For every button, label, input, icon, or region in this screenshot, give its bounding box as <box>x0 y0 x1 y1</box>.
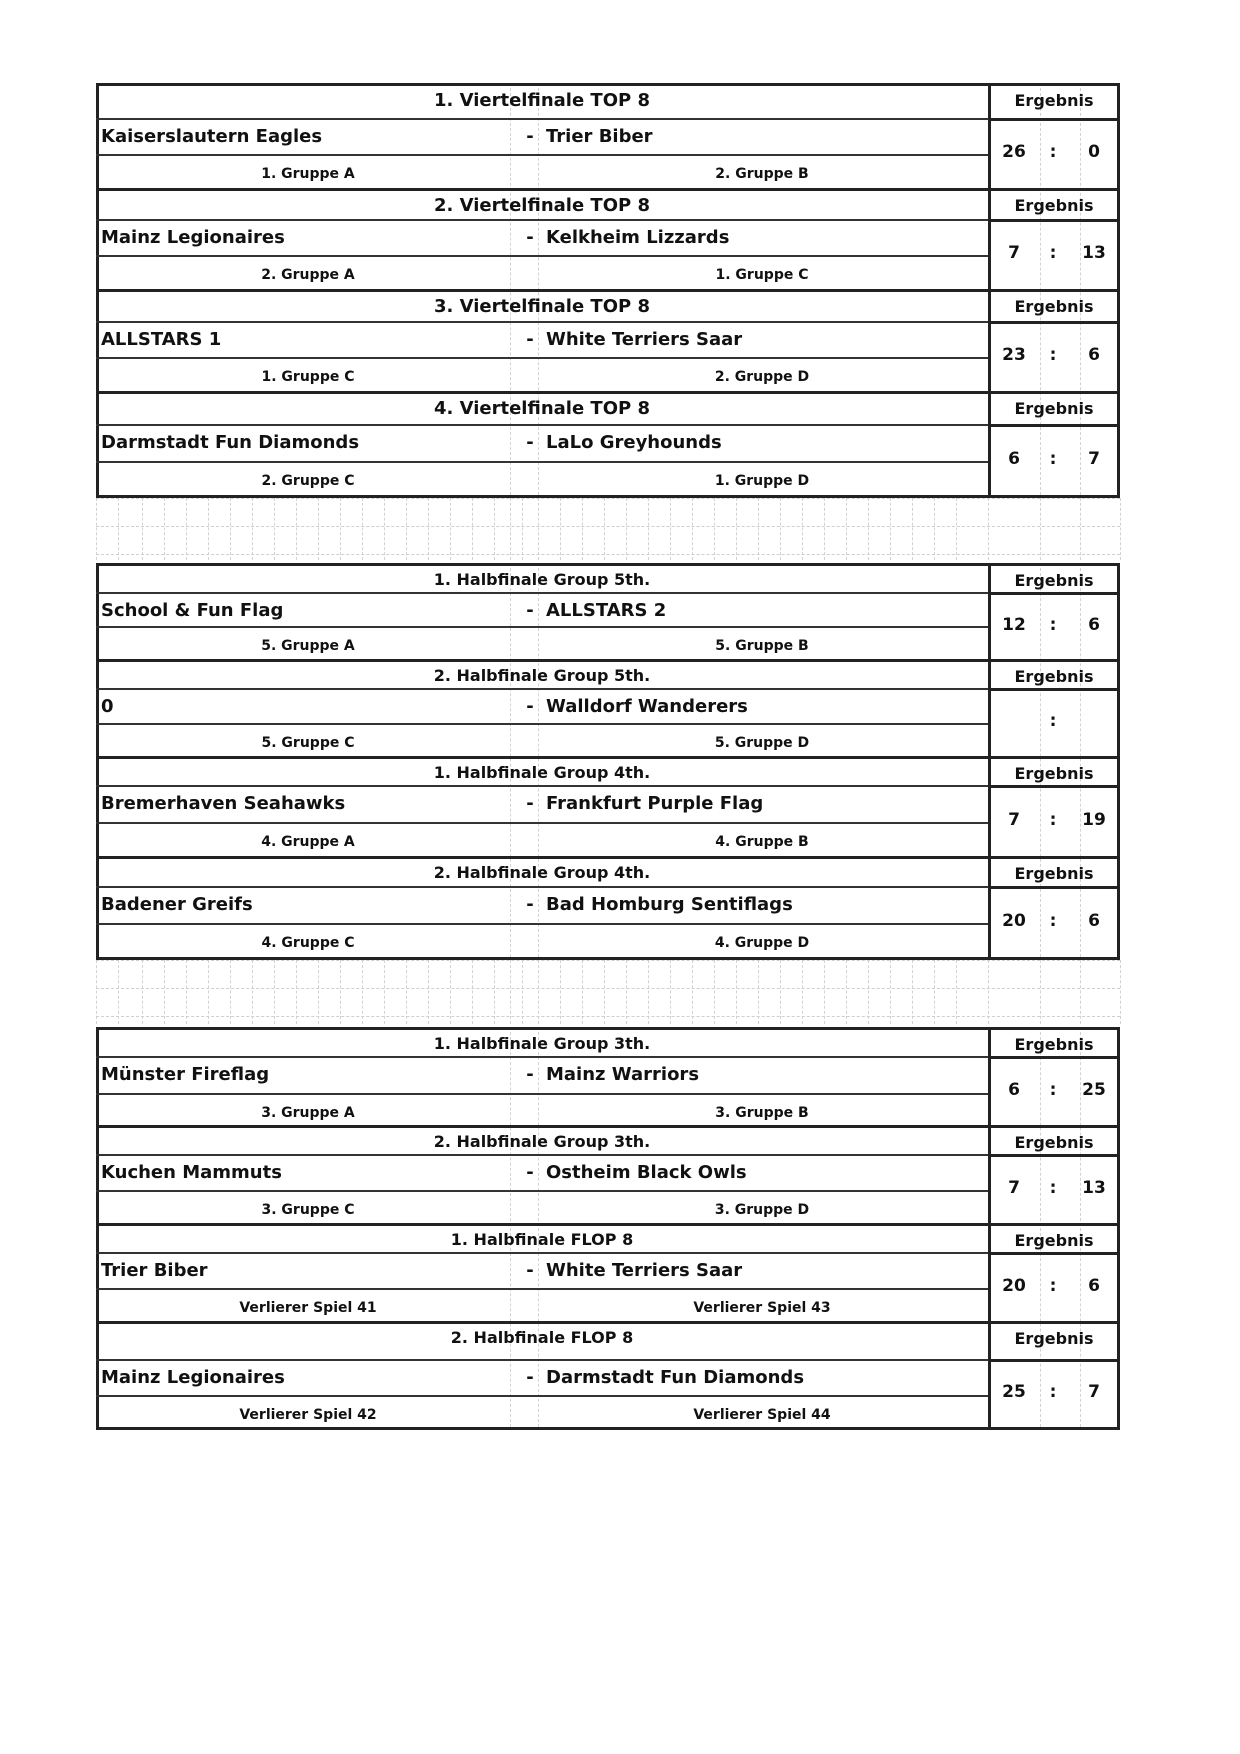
table-border <box>988 785 1120 788</box>
score-home: 20 <box>1002 911 1026 931</box>
score-separator: : <box>1049 615 1057 635</box>
score-away: 25 <box>1082 1080 1106 1100</box>
away-team: LaLo Greyhounds <box>546 432 722 453</box>
team-separator: - <box>526 1162 534 1183</box>
home-source: 4. Gruppe A <box>261 834 355 850</box>
home-source: 2. Gruppe A <box>261 267 355 283</box>
grid-line <box>1080 960 1081 1024</box>
table-border <box>96 1427 1120 1430</box>
grid-line <box>626 960 627 1024</box>
result-label: Ergebnis <box>1014 399 1094 418</box>
home-source: 1. Gruppe C <box>261 369 355 385</box>
team-separator: - <box>526 329 534 350</box>
grid-line <box>274 960 275 1024</box>
grid-line <box>522 498 523 560</box>
team-underline <box>96 1288 988 1290</box>
score-away: 6 <box>1088 911 1100 931</box>
grid-line <box>988 498 989 560</box>
score-separator: : <box>1049 810 1057 830</box>
grid-line <box>1040 498 1041 560</box>
score-separator: : <box>1049 142 1057 162</box>
home-team: ALLSTARS 1 <box>101 329 222 350</box>
away-team: Darmstadt Fun Diamonds <box>546 1367 805 1388</box>
table-border <box>96 1027 99 1427</box>
grid-line <box>296 960 297 1024</box>
grid-line <box>96 960 97 1024</box>
table-border <box>96 957 1120 960</box>
table-border <box>988 1252 1120 1255</box>
grid-line <box>340 498 341 560</box>
away-source: 5. Gruppe D <box>714 735 810 751</box>
table-border <box>988 1154 1120 1157</box>
grid-line <box>912 960 913 1024</box>
away-team: ALLSTARS 2 <box>546 600 667 621</box>
table-border <box>96 83 1120 86</box>
team-separator: - <box>526 227 534 248</box>
grid-line <box>118 960 119 1024</box>
score-home: 6 <box>1008 1080 1020 1100</box>
grid-line <box>692 960 693 1024</box>
home-team: Kaiserslautern Eagles <box>101 126 323 147</box>
team-underline <box>96 357 988 359</box>
score-separator: : <box>1049 1382 1057 1402</box>
home-team: 0 <box>101 696 114 717</box>
grid-line <box>714 498 715 560</box>
away-source: 5. Gruppe B <box>715 638 809 654</box>
away-source: 3. Gruppe D <box>714 1202 810 1218</box>
team-underline <box>96 923 988 925</box>
grid-line <box>142 498 143 560</box>
table-border <box>96 495 1120 498</box>
match-title: 4. Viertelfinale TOP 8 <box>434 398 650 419</box>
score-home: 25 <box>1002 1382 1026 1402</box>
grid-line <box>988 960 989 1024</box>
match-title: 2. Viertelfinale TOP 8 <box>434 195 650 216</box>
result-label: Ergebnis <box>1014 1231 1094 1250</box>
score-away: 6 <box>1088 1276 1100 1296</box>
grid-line <box>384 960 385 1024</box>
table-border <box>96 1056 988 1058</box>
grid-line <box>186 960 187 1024</box>
home-source: 2. Gruppe C <box>261 473 355 489</box>
result-label: Ergebnis <box>1014 91 1094 110</box>
grid-line <box>780 498 781 560</box>
grid-line <box>758 498 759 560</box>
score-home: 7 <box>1008 243 1020 263</box>
grid-line <box>510 960 511 1024</box>
team-separator: - <box>526 1260 534 1281</box>
score-away: 7 <box>1088 449 1100 469</box>
team-separator: - <box>526 126 534 147</box>
grid-line <box>230 498 231 560</box>
score-away: 19 <box>1082 810 1106 830</box>
result-label: Ergebnis <box>1014 196 1094 215</box>
grid-line <box>142 960 143 1024</box>
match-title: 2. Halbfinale FLOP 8 <box>450 1328 634 1347</box>
score-separator: : <box>1049 1276 1057 1296</box>
away-source: 3. Gruppe B <box>715 1105 809 1121</box>
team-underline <box>96 461 988 463</box>
grid-line <box>96 1016 1120 1017</box>
team-underline <box>96 1190 988 1192</box>
away-team: White Terriers Saar <box>546 329 743 350</box>
away-source: 4. Gruppe B <box>715 834 809 850</box>
grid-line <box>252 498 253 560</box>
grid-line <box>494 498 495 560</box>
grid-line <box>846 960 847 1024</box>
table-border <box>96 886 988 888</box>
match-title: 1. Halbfinale Group 4th. <box>433 763 651 782</box>
grid-line <box>758 960 759 1024</box>
table-border <box>96 1125 1120 1128</box>
table-border <box>96 856 1120 859</box>
grid-line <box>510 563 511 957</box>
score-separator: : <box>1049 449 1057 469</box>
table-border <box>988 219 1120 222</box>
grid-line <box>538 498 539 560</box>
grid-line <box>846 498 847 560</box>
grid-line <box>626 498 627 560</box>
home-source: 5. Gruppe C <box>261 735 355 751</box>
grid-line <box>96 526 1120 527</box>
home-team: Mainz Legionaires <box>101 227 285 248</box>
result-label: Ergebnis <box>1014 571 1094 590</box>
grid-line <box>934 960 935 1024</box>
table-border <box>1117 563 1120 957</box>
score-separator: : <box>1049 1178 1057 1198</box>
table-border <box>988 688 1120 691</box>
home-team: Trier Biber <box>101 1260 208 1281</box>
grid-line <box>208 498 209 560</box>
away-team: Ostheim Black Owls <box>546 1162 747 1183</box>
table-border <box>96 219 988 221</box>
home-team: Mainz Legionaires <box>101 1367 285 1388</box>
grid-line <box>802 498 803 560</box>
result-label: Ergebnis <box>1014 297 1094 316</box>
match-title: 1. Halbfinale Group 5th. <box>433 570 651 589</box>
home-team: Bremerhaven Seahawks <box>101 793 346 814</box>
grid-line <box>164 498 165 560</box>
score-home: 23 <box>1002 345 1026 365</box>
grid-line <box>118 498 119 560</box>
grid-line <box>538 1027 539 1427</box>
team-separator: - <box>526 432 534 453</box>
grid-line <box>560 498 561 560</box>
away-team: Kelkheim Lizzards <box>546 227 730 248</box>
table-border <box>96 563 1120 566</box>
grid-line <box>538 960 539 1024</box>
score-home: 7 <box>1008 810 1020 830</box>
table-border <box>988 1027 991 1427</box>
team-underline <box>96 255 988 257</box>
grid-line <box>340 960 341 1024</box>
grid-line <box>96 498 1120 499</box>
grid-line <box>384 498 385 560</box>
grid-line <box>318 498 319 560</box>
grid-line <box>428 498 429 560</box>
grid-line <box>472 498 473 560</box>
result-label: Ergebnis <box>1014 1035 1094 1054</box>
table-border <box>988 118 1120 121</box>
team-separator: - <box>526 696 534 717</box>
grid-line <box>868 498 869 560</box>
grid-line <box>780 960 781 1024</box>
score-separator: : <box>1049 1080 1057 1100</box>
home-team: Darmstadt Fun Diamonds <box>101 432 360 453</box>
score-home: 7 <box>1008 1178 1020 1198</box>
table-border <box>1117 1027 1120 1427</box>
away-team: Frankfurt Purple Flag <box>546 793 764 814</box>
grid-line <box>582 498 583 560</box>
home-team: Badener Greifs <box>101 894 253 915</box>
score-separator: : <box>1049 911 1057 931</box>
grid-line <box>450 498 451 560</box>
away-team: Walldorf Wanderers <box>546 696 748 717</box>
home-source: 4. Gruppe C <box>261 935 355 951</box>
away-team: Mainz Warriors <box>546 1064 700 1085</box>
away-source: 2. Gruppe D <box>714 369 810 385</box>
team-underline <box>96 626 988 628</box>
away-team: White Terriers Saar <box>546 1260 743 1281</box>
home-team: School & Fun Flag <box>101 600 284 621</box>
home-source: 3. Gruppe C <box>261 1202 355 1218</box>
table-border <box>988 1056 1120 1059</box>
away-team: Trier Biber <box>546 126 653 147</box>
score-away: 13 <box>1082 1178 1106 1198</box>
grid-line <box>494 960 495 1024</box>
grid-line <box>802 960 803 1024</box>
table-border <box>988 424 1120 427</box>
table-border <box>988 321 1120 324</box>
table-border <box>96 1154 988 1156</box>
grid-line <box>96 498 97 560</box>
away-source: 4. Gruppe D <box>714 935 810 951</box>
table-border <box>96 424 988 426</box>
team-underline <box>96 822 988 824</box>
match-title: 1. Halbfinale Group 3th. <box>433 1034 651 1053</box>
grid-line <box>736 960 737 1024</box>
result-label: Ergebnis <box>1014 864 1094 883</box>
grid-line <box>96 554 1120 555</box>
score-home: 6 <box>1008 449 1020 469</box>
grid-line <box>450 960 451 1024</box>
team-separator: - <box>526 1064 534 1085</box>
home-source: Verlierer Spiel 42 <box>239 1407 377 1423</box>
team-separator: - <box>526 1367 534 1388</box>
team-underline <box>96 1395 988 1397</box>
grid-line <box>582 960 583 1024</box>
grid-line <box>648 498 649 560</box>
score-away: 0 <box>1088 142 1100 162</box>
score-separator: : <box>1049 711 1057 731</box>
table-border <box>96 1252 988 1254</box>
score-home: 20 <box>1002 1276 1026 1296</box>
grid-line <box>648 960 649 1024</box>
match-title: 1. Halbfinale FLOP 8 <box>450 1230 634 1249</box>
home-team: Münster Fireflag <box>101 1064 270 1085</box>
score-away: 6 <box>1088 345 1100 365</box>
team-separator: - <box>526 600 534 621</box>
table-border <box>96 118 988 120</box>
team-underline <box>96 1093 988 1095</box>
table-border <box>96 188 1120 191</box>
grid-line <box>252 960 253 1024</box>
home-source: 5. Gruppe A <box>261 638 355 654</box>
grid-line <box>510 1027 511 1427</box>
grid-line <box>406 498 407 560</box>
table-border <box>96 592 988 594</box>
grid-line <box>510 498 511 560</box>
away-source: 1. Gruppe C <box>715 267 809 283</box>
grid-line <box>692 498 693 560</box>
home-source: 3. Gruppe A <box>261 1105 355 1121</box>
team-underline <box>96 723 988 725</box>
grid-line <box>406 960 407 1024</box>
away-source: 2. Gruppe B <box>715 166 809 182</box>
team-separator: - <box>526 793 534 814</box>
away-source: 1. Gruppe D <box>714 473 810 489</box>
grid-line <box>538 563 539 957</box>
table-border <box>988 592 1120 595</box>
grid-line <box>362 960 363 1024</box>
grid-line <box>956 960 957 1024</box>
grid-line <box>824 498 825 560</box>
away-team: Bad Homburg Sentiflags <box>546 894 793 915</box>
grid-line <box>736 498 737 560</box>
grid-line <box>96 988 1120 989</box>
match-title: 3. Viertelfinale TOP 8 <box>434 296 650 317</box>
score-separator: : <box>1049 243 1057 263</box>
table-border <box>96 563 99 957</box>
grid-line <box>96 960 1120 961</box>
match-title: 2. Halbfinale Group 4th. <box>433 863 651 882</box>
score-away: 13 <box>1082 243 1106 263</box>
result-label: Ergebnis <box>1014 667 1094 686</box>
team-underline <box>96 154 988 156</box>
grid-line <box>604 498 605 560</box>
table-border <box>96 1223 1120 1226</box>
grid-line <box>186 498 187 560</box>
away-source: Verlierer Spiel 44 <box>693 1407 831 1423</box>
grid-line <box>890 498 891 560</box>
grid-line <box>362 498 363 560</box>
grid-line <box>670 498 671 560</box>
grid-line <box>604 960 605 1024</box>
grid-line <box>560 960 561 1024</box>
score-home: 12 <box>1002 615 1026 635</box>
grid-line <box>318 960 319 1024</box>
match-title: 2. Halbfinale Group 5th. <box>433 666 651 685</box>
grid-line <box>274 498 275 560</box>
grid-line <box>472 960 473 1024</box>
grid-line <box>824 960 825 1024</box>
table-border <box>96 321 988 323</box>
table-border <box>96 289 1120 292</box>
team-separator: - <box>526 894 534 915</box>
grid-line <box>956 498 957 560</box>
grid-line <box>1080 498 1081 560</box>
grid-line <box>1120 960 1121 1024</box>
score-home: 26 <box>1002 142 1026 162</box>
grid-line <box>230 960 231 1024</box>
score-separator: : <box>1049 345 1057 365</box>
table-border <box>988 563 991 957</box>
grid-line <box>522 960 523 1024</box>
table-border <box>988 1359 1120 1362</box>
result-label: Ergebnis <box>1014 1133 1094 1152</box>
grid-line <box>714 960 715 1024</box>
grid-line <box>1120 498 1121 560</box>
away-source: Verlierer Spiel 43 <box>693 1300 831 1316</box>
table-border <box>96 688 988 690</box>
table-border <box>96 1359 988 1361</box>
table-border <box>96 659 1120 662</box>
home-team: Kuchen Mammuts <box>101 1162 282 1183</box>
table-border <box>988 886 1120 889</box>
table-border <box>96 1027 1120 1030</box>
grid-line <box>670 960 671 1024</box>
table-border <box>96 1321 1120 1324</box>
grid-line <box>296 498 297 560</box>
table-border <box>96 391 1120 394</box>
table-border <box>96 785 988 787</box>
home-source: 1. Gruppe A <box>261 166 355 182</box>
grid-line <box>208 960 209 1024</box>
grid-line <box>164 960 165 1024</box>
score-away: 6 <box>1088 615 1100 635</box>
result-label: Ergebnis <box>1014 764 1094 783</box>
table-border <box>96 756 1120 759</box>
grid-line <box>934 498 935 560</box>
grid-line <box>868 960 869 1024</box>
grid-line <box>1040 960 1041 1024</box>
score-away: 7 <box>1088 1382 1100 1402</box>
result-label: Ergebnis <box>1014 1329 1094 1348</box>
match-title: 1. Viertelfinale TOP 8 <box>434 90 650 111</box>
grid-line <box>890 960 891 1024</box>
match-title: 2. Halbfinale Group 3th. <box>433 1132 651 1151</box>
grid-line <box>428 960 429 1024</box>
grid-line <box>912 498 913 560</box>
home-source: Verlierer Spiel 41 <box>239 1300 377 1316</box>
